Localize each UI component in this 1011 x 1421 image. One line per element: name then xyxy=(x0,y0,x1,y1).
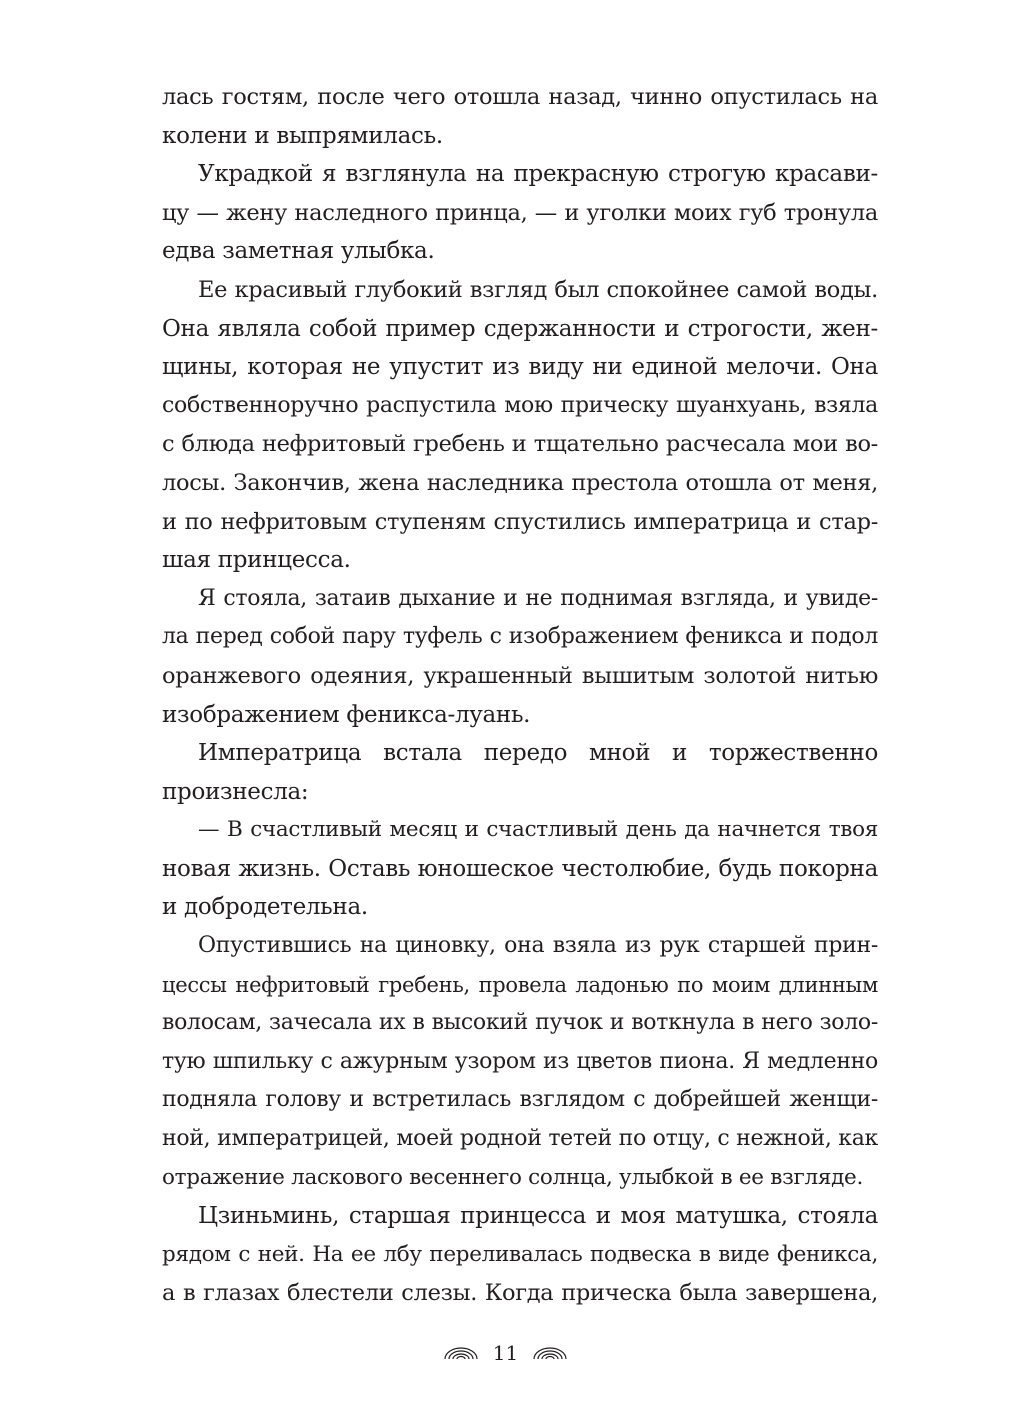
text-line: и по нефритовым ступеням спустились императрица и стар- xyxy=(162,508,878,535)
body-text xyxy=(162,78,878,1313)
text-line: Цзиньминь, старшая принцесса и моя матушка, стояла xyxy=(198,1203,878,1230)
text-line: волосам, зачесала их в высокий пучок и воткнула в него золо- xyxy=(162,1010,878,1036)
page-folio xyxy=(0,1338,1011,1368)
text-line: Украдкой я взглянула на прекрасную строгую красави- xyxy=(198,161,878,188)
text-line: и добродетельна. xyxy=(162,894,368,921)
left-arc-ornament-icon xyxy=(443,1346,479,1360)
text-line: лосы. Закончив, жена наследника престола отошла от меня, xyxy=(162,469,878,496)
text-line: щины, которая не упустит из виду ни единой мелочи. Она xyxy=(162,354,878,381)
text-line: рядом с ней. На ее лбу переливалась подвеска в виде феникса, xyxy=(162,1241,878,1267)
text-line: ла перед собой пару туфель с изображением феникса и подол xyxy=(162,624,878,650)
text-line: колени и выпрямилась. xyxy=(162,122,443,149)
text-line: цессы нефритовый гребень, провела ладонью по моим длинным xyxy=(162,972,878,997)
page-number: 11 xyxy=(492,1341,519,1365)
text-line: Она являла собой пример сдержанности и строгости, жен- xyxy=(162,315,878,342)
text-line: новая жизнь. Оставь юношеское честолюбие, будь покорна xyxy=(162,855,878,882)
text-line: подняла голову и встретилась взглядом с добрейшей женщи- xyxy=(162,1087,878,1113)
text-line: шая принцесса. xyxy=(162,547,351,574)
text-line: а в глазах блестели слезы. Когда прическа была завершена, xyxy=(162,1280,878,1307)
text-line: собственноручно распустила мою прическу шуанхуань, взяла xyxy=(162,392,878,418)
right-arc-ornament-icon xyxy=(532,1346,568,1360)
text-line: ной, императрицей, моей родной тетей по отцу, с нежной, как xyxy=(162,1126,878,1152)
text-line: Опустившись на циновку, она взяла из рук старшей прин- xyxy=(198,933,878,959)
text-line: лась гостям, после чего отошла назад, чинно опустилась на xyxy=(162,84,878,110)
text-line: произнесла: xyxy=(162,778,309,805)
text-line: оранжевого одеяния, украшенный вышитым золотой нитью xyxy=(162,662,878,689)
text-line: изображением феникса-луань. xyxy=(162,701,531,728)
text-line: Я стояла, затаив дыхание и не поднимая взгляда, и увиде- xyxy=(198,585,878,611)
text-line: с блюда нефритовый гребень и тщательно расчесала мои во- xyxy=(162,431,878,458)
text-line: цу — жену наследного принца, — и уголки моих губ тронула xyxy=(162,199,878,226)
text-line: отражение ласкового весеннего солнца, улыбкой в ее взгляде. xyxy=(162,1164,863,1190)
text-line: — В счастливый месяц и счастливый день да начнется твоя xyxy=(198,817,878,843)
text-line: Ее красивый глубокий взгляд был спокойнее самой воды. xyxy=(198,276,878,303)
text-line: едва заметная улыбка. xyxy=(162,238,435,265)
text-line: тую шпильку с ажурным узором из цветов пиона. Я медленно xyxy=(162,1048,878,1074)
text-line: Императрица встала передо мной и торжественно xyxy=(198,740,878,767)
